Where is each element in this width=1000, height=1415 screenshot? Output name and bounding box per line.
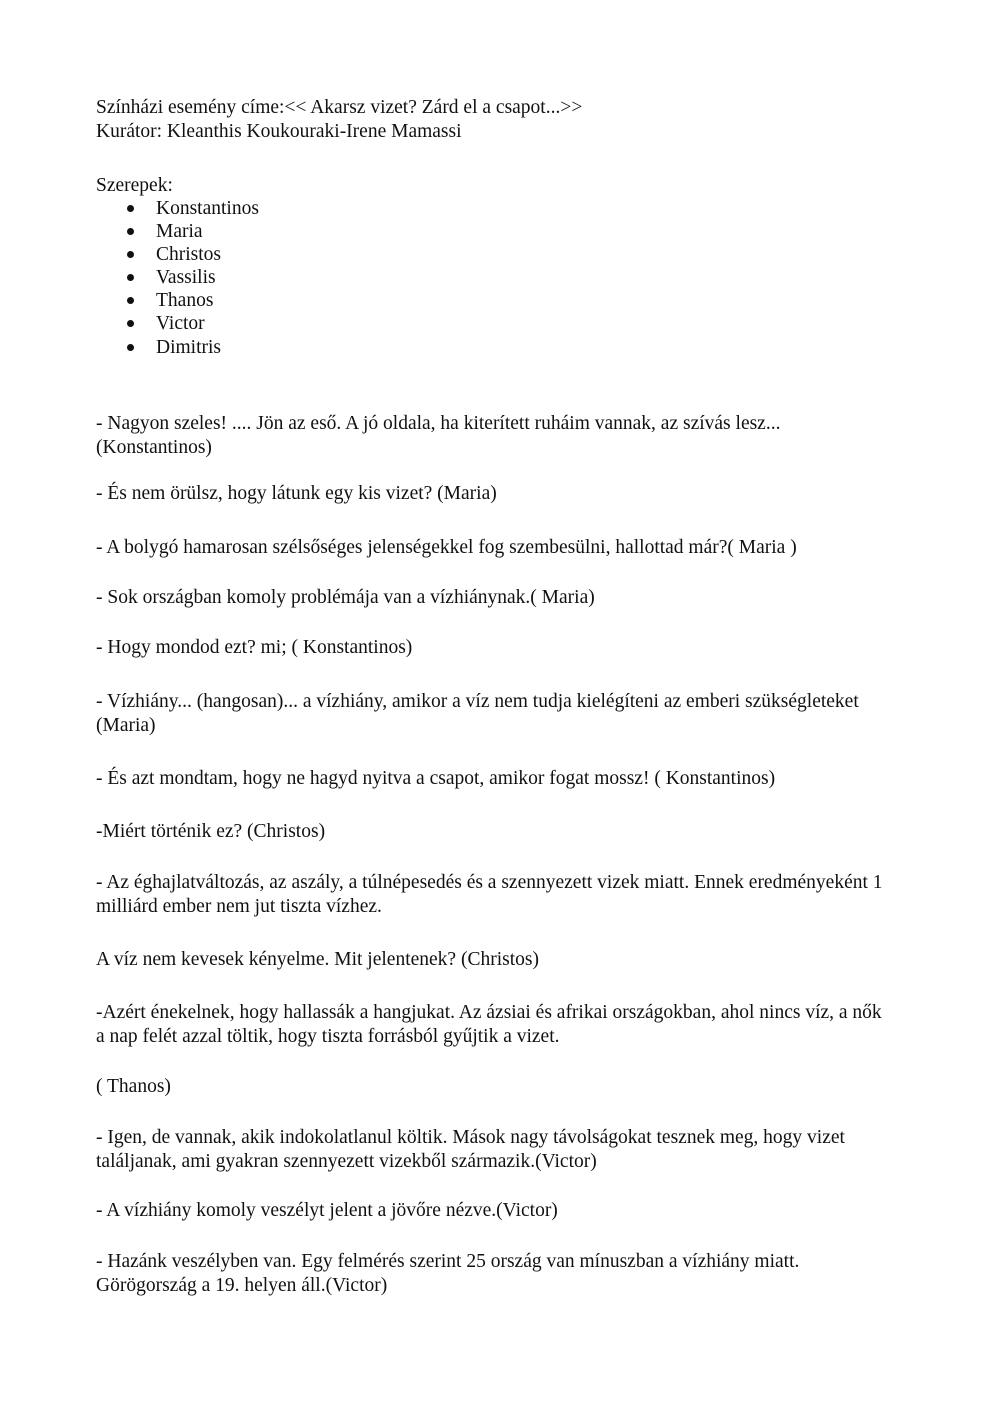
dialogue-line: -Miért történik ez? (Christos) (96, 821, 326, 842)
dialogue-line: - És azt mondtam, hogy ne hagyd nyitva a csapot, amikor fogat mossz! ( Konstantinos) (96, 768, 776, 789)
dialogue-line: - Nagyon szeles! .... Jön az eső. A jó oldala, ha kiterített ruháim vannak, az szívás lesz... (Konstantinos) (96, 413, 781, 458)
dialogue-line: - És nem örülsz, hogy látunk egy kis vizet? (Maria) (96, 483, 497, 504)
bullet-icon (127, 297, 134, 304)
bullet-icon (127, 228, 134, 235)
dialogue-line: - Az éghajlatváltozás, az aszály, a túlnépesedés és a szennyezett vizek miatt. Ennek eredményeként 1 milliárd ember nem jut tiszta vízhez. (96, 872, 883, 917)
bullet-icon (127, 274, 134, 281)
role-item: Christos (156, 244, 222, 265)
bullet-icon (127, 320, 134, 327)
dialogue-line: ( Thanos) (96, 1076, 171, 1097)
dialogue-line: -Azért énekelnek, hogy hallassák a hangjukat. Az ázsiai és afrikai országokban, ahol nincs víz, a nők a nap felét azzal töltik, hogy tiszta forrásból gyűjtik a vizet. (96, 1002, 882, 1047)
bullet-icon (127, 205, 134, 212)
bullet-icon (127, 251, 134, 258)
role-item: Dimitris (156, 337, 222, 358)
dialogue-line: - A vízhiány komoly veszélyt jelent a jövőre nézve.(Victor) (96, 1200, 558, 1221)
dialogue-line: - Igen, de vannak, akik indokolatlanul költik. Mások nagy távolságokat tesznek meg, hogy vizet találjanak, ami gyakran szennyezett vizekből származik.(Victor) (96, 1127, 845, 1172)
role-item: Maria (156, 221, 203, 242)
dialogue-line: - Sok országban komoly problémája van a vízhiánynak.( Maria) (96, 587, 595, 608)
curator-line: Kurátor: Kleanthis Koukouraki-Irene Mamassi (96, 121, 462, 142)
dialogue-line: A víz nem kevesek kényelme. Mit jelentenek? (Christos) (96, 949, 539, 970)
dialogue-line: - Hogy mondod ezt? mi; ( Konstantinos) (96, 637, 413, 658)
role-item: Konstantinos (156, 198, 259, 219)
role-item: Victor (156, 313, 205, 334)
role-item: Vassilis (156, 267, 216, 288)
dialogue-line: - Vízhiány... (hangosan)... a vízhiány, amikor a víz nem tudja kielégíteni az emberi szükségleteket (Maria) (96, 691, 859, 736)
bullet-icon (127, 344, 134, 351)
dialogue-line: - Hazánk veszélyben van. Egy felmérés szerint 25 ország van mínuszban a vízhiány miatt. Görögország a 19. helyen áll.(Victor) (96, 1251, 800, 1296)
dialogue-line: - A bolygó hamarosan szélsőséges jelenségekkel fog szembesülni, hallottad már?( Maria ) (96, 537, 797, 558)
roles-heading: Szerepek: (96, 175, 173, 196)
event-title: Színházi esemény címe:<< Akarsz vizet? Zárd el a csapot...>> (96, 97, 583, 118)
role-item: Thanos (156, 290, 214, 311)
